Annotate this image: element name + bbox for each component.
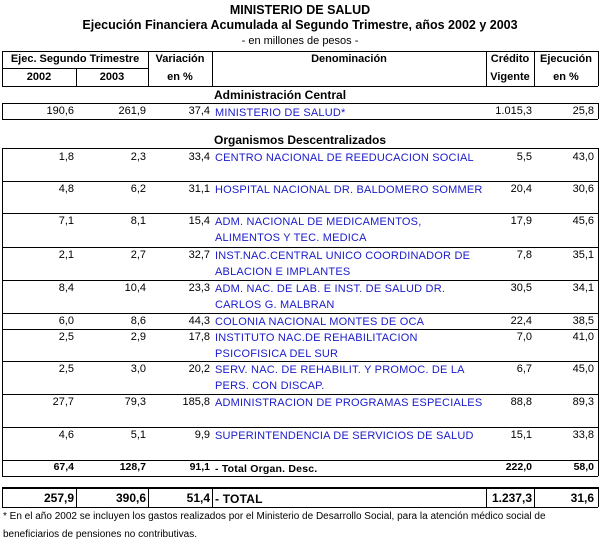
cell-ejecucion: 58,0 [573,461,594,473]
cell-2003: 2,7 [130,249,146,261]
section-organismos-descentralizados: Organismos Descentralizados [214,133,387,147]
header-ejecucion: Ejecución [540,53,592,65]
col-divider [2,487,3,507]
cell-denominacion: MINISTERIO DE SALUD* [215,107,346,119]
cell-denominacion: INSTITUTO NAC.DE REHABILITACION PSICOFISICA DEL SUR [215,332,418,360]
cell-2002: 6,0 [58,315,74,327]
cell-variacion: 185,8 [182,396,210,408]
cell-denominacion: ADM. NAC. DE LAB. E INST. DE SALUD DR. CARLOS G. MALBRAN [215,283,446,311]
col-divider [486,487,487,507]
cell-variacion: 9,9 [194,429,210,441]
cell-variacion: 23,3 [188,282,210,294]
cell-denominacion: ADM. NACIONAL DE MEDICAMENTOS, ALIMENTOS Y TEC. MEDICA [215,216,422,244]
cell-variacion: 17,8 [188,331,210,343]
header-year-2002: 2002 [26,71,52,83]
report-subtitle: Ejecución Financiera Acumulada al Segundo Trimestre, años 2002 y 2003 [82,18,518,32]
cell-variacion: 44,3 [188,315,210,327]
cell-ejecucion: 31,6 [570,491,594,505]
cell-ejecucion: 30,6 [572,183,594,195]
cell-credito: 30,5 [510,282,532,294]
header-top-border [2,51,598,52]
cell-variacion: 51,4 [186,491,210,505]
header-ejec-segundo-trimestre: Ejec. Segundo Trimestre [10,53,140,65]
cell-credito: 17,9 [510,215,532,227]
header-bottom-border [2,86,598,87]
cell-ejecucion: 35,1 [572,249,594,261]
cell-variacion: 37,4 [188,105,210,117]
col-divider [534,487,535,507]
cell-2002: 4,6 [58,429,74,441]
cell-2003: 10,4 [124,282,146,294]
cell-ejecucion: 34,1 [572,282,594,294]
cell-credito: 5,5 [516,151,532,163]
cell-credito: 6,7 [516,363,532,375]
table-row [0,214,600,248]
table-row [0,182,600,214]
row-border [2,119,598,120]
cell-variacion: 15,4 [188,215,210,227]
cell-2003: 6,2 [130,183,146,195]
cell-ejecucion: 45,6 [572,215,594,227]
cell-2002: 2,1 [58,249,74,261]
cell-2003: 128,7 [119,461,146,473]
cell-2002: 67,4 [53,461,74,473]
cell-2002: 2,5 [58,331,74,343]
cell-ejecucion: 43,0 [572,151,594,163]
row-border [2,476,598,477]
cell-ejecucion: 38,5 [572,315,594,327]
row-border [2,103,598,104]
footnote: * En el año 2002 se incluyen los gastos realizados por el Ministerio de Desarrollo Social, para la atención médico social de beneficiarios de pensiones no contributivas. [3,511,546,540]
report-units: - en millones de pesos - [241,35,359,47]
cell-denominacion: - Total Organ. Desc. [215,463,318,475]
cell-2003: 3,0 [130,363,146,375]
cell-denominacion: SERV. NAC. DE REHABILIT. Y PROMOC. DE LA PERS. CON DISCAP. [215,364,465,392]
section-administracion-central: Administración Central [214,88,347,102]
cell-2002: 8,4 [58,282,74,294]
table-row [0,150,600,182]
cell-denominacion: INST.NAC.CENTRAL UNICO COORDINADOR DE ABLACION E IMPLANTES [215,250,471,278]
cell-2002: 2,5 [58,363,74,375]
cell-credito: 1.015,3 [495,105,532,117]
col-divider [598,148,599,476]
cell-denominacion: HOSPITAL NACIONAL DR. BALDOMERO SOMMER [215,184,483,196]
header-vigente: Vigente [490,71,530,83]
cell-2003: 5,1 [130,429,146,441]
cell-2003: 8,6 [130,315,146,327]
cell-credito: 222,0 [505,461,532,473]
header-year-2003: 2003 [99,71,125,83]
header-denominacion: Denominación [311,53,387,65]
cell-denominacion: ADMINISTRACION DE PROGRAMAS ESPECIALES [215,397,483,409]
cell-2003: 261,9 [118,105,146,117]
cell-2002: 27,7 [52,396,74,408]
cell-credito: 1.237,3 [491,491,532,505]
cell-2002: 257,9 [43,491,74,505]
cell-ejecucion: 33,8 [572,429,594,441]
col-divider [2,148,3,476]
cell-credito: 22,4 [510,315,532,327]
cell-credito: 15,1 [510,429,532,441]
row-border [2,148,598,149]
cell-credito: 7,0 [516,331,532,343]
cell-2003: 8,1 [130,215,146,227]
header-credito: Crédito [490,53,530,65]
table-row [0,362,600,395]
cell-2002: 7,1 [58,215,74,227]
cell-credito: 88,8 [510,396,532,408]
col-divider [76,487,77,507]
cell-ejecucion: 25,8 [572,105,594,117]
col-divider [598,487,599,507]
table-row [0,395,600,428]
report-title: MINISTERIO DE SALUD [229,3,371,17]
col-divider [212,487,213,507]
header-ejecucion-unit: en % [553,71,579,83]
table-row [0,281,600,314]
table-row [0,330,600,362]
cell-ejecucion: 89,3 [572,396,594,408]
cell-variacion: 20,2 [188,363,210,375]
cell-variacion: 33,4 [188,151,210,163]
col-divider [148,487,149,507]
cell-credito: 20,4 [510,183,532,195]
header-inner-border [2,68,148,69]
header-divider [598,51,599,86]
cell-denominacion: COLONIA NACIONAL MONTES DE OCA [215,316,425,328]
cell-credito: 7,8 [516,249,532,261]
cell-denominacion: SUPERINTENDENCIA DE SERVICIOS DE SALUD [215,430,474,442]
cell-2003: 2,3 [130,151,146,163]
cell-ejecucion: 45,0 [572,363,594,375]
cell-2002: 1,8 [58,151,74,163]
table-row [0,314,600,330]
cell-2003: 79,3 [124,396,146,408]
cell-denominacion: - TOTAL [215,492,263,506]
cell-2002: 4,8 [58,183,74,195]
cell-ejecucion: 41,0 [572,331,594,343]
cell-2003: 2,9 [130,331,146,343]
cell-variacion: 32,7 [188,249,210,261]
cell-denominacion: CENTRO NACIONAL DE REEDUCACION SOCIAL [215,152,474,164]
total-top-border [2,487,598,489]
table-row [0,428,600,461]
table-row [0,248,600,281]
cell-variacion: 91,1 [189,461,210,473]
cell-2002: 190,6 [46,105,74,117]
header-variacion-unit: en % [167,71,193,83]
cell-variacion: 31,1 [188,183,210,195]
header-variacion: Variación [155,53,205,65]
cell-2003: 390,6 [115,491,146,505]
col-divider [598,103,599,119]
col-divider [2,103,3,119]
